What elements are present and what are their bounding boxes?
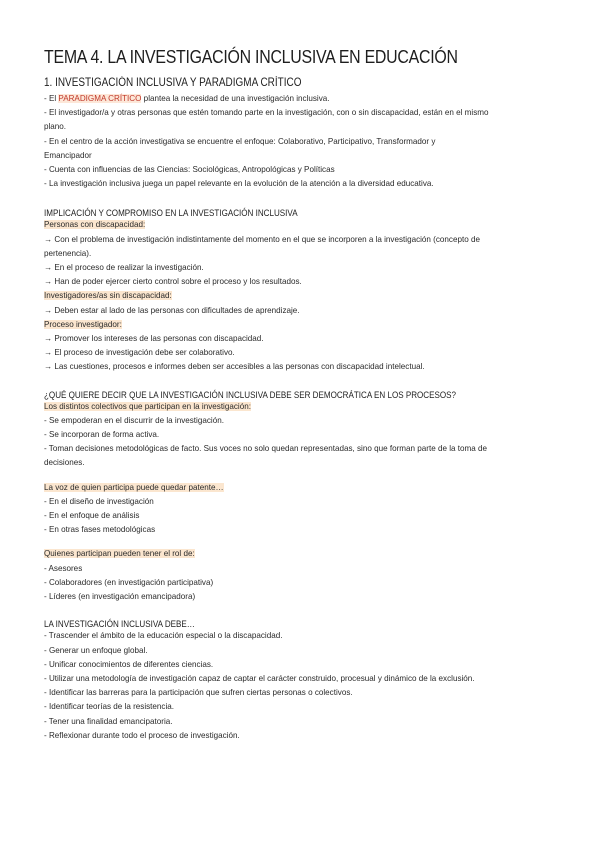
text-span: plantea la necesidad de una investigación inclusiva. — [141, 94, 330, 103]
list-item: - Trascender el ámbito de la educación especial o la discapacidad. — [44, 631, 283, 641]
list-item: - Generar un enfoque global. — [44, 645, 148, 655]
section-heading-implicacion: IMPLICACIÓN Y COMPROMISO EN LA INVESTIGACIÓN INCLUSIVA — [44, 207, 298, 219]
list-item: - Se empoderan en el discurrir de la investigación. — [44, 415, 224, 425]
list-item: pertenencia). — [44, 248, 92, 258]
page-title: TEMA 4. LA INVESTIGACIÓN INCLUSIVA EN EDUCACIÓN — [44, 46, 458, 67]
list-item: - Colaboradores (en investigación participativa) — [44, 577, 214, 587]
list-item: → Deben estar al lado de las personas con dificultades de aprendizaje. — [44, 305, 300, 315]
section-heading-democratica: ¿QUÉ QUIERE DECIR QUE LA INVESTIGACIÓN INCLUSIVA DEBE SER DEMOCRÁTICA EN LOS PROCESOS? — [44, 388, 457, 400]
list-item: - En el diseño de investigación — [44, 496, 154, 506]
list-item: - Toman decisiones metodológicas de facto. Sus voces no solo quedan representadas, sino que forman parte de la toma de — [44, 444, 488, 454]
paragraph-line — [44, 92, 564, 106]
list-item: → El proceso de investigación debe ser colaborativo. — [44, 348, 235, 358]
list-item: - En el enfoque de análisis — [44, 511, 140, 521]
list-item: - Identificar teorías de la resistencia. — [44, 702, 175, 712]
list-item: - Asesores — [44, 563, 83, 573]
document-page — [44, 46, 564, 743]
list-item: → Promover los intereses de las personas con discapacidad. — [44, 334, 264, 344]
list-item: decisiones. — [44, 458, 85, 468]
subheading-personas-discapacidad: Personas con discapacidad: — [44, 220, 146, 230]
paragraph-line: - En el centro de la acción investigativa se encuentre el enfoque: Colaborativo, Participativo, Transformador y — [44, 136, 436, 146]
list-item: → Las cuestiones, procesos e informes deben ser accesibles a las personas con discapacidad intelectual. — [44, 362, 425, 372]
list-item: - Líderes (en investigación emancipadora) — [44, 592, 196, 602]
section-heading-debe: LA INVESTIGACIÓN INCLUSIVA DEBE… — [44, 618, 195, 630]
subheading-voz: La voz de quien participa puede quedar patente… — [44, 482, 224, 492]
paragraph-line: - El investigador/a y otras personas que estén tomando parte en la investigación, con o sin discapacidad, están en el mismo — [44, 108, 489, 118]
list-item: → En el proceso de realizar la investigación. — [44, 263, 204, 273]
paragraph-line: plano. — [44, 122, 67, 132]
list-item: - Identificar las barreras para la participación que sufren ciertas personas o colectivos. — [44, 688, 353, 698]
highlight-paradigma: PARADIGMA CRÍTICO — [58, 94, 142, 103]
list-item: → Han de poder ejercer cierto control sobre el proceso y los resultados. — [44, 277, 302, 287]
list-item: - Se incorporan de forma activa. — [44, 430, 160, 440]
subheading-proceso-investigador: Proceso investigador: — [44, 319, 122, 329]
subheading-rol: Quienes participan pueden tener el rol de: — [44, 549, 195, 559]
list-item: - Unificar conocimientos de diferentes ciencias. — [44, 659, 214, 669]
subheading-investigadores: Investigadores/as sin discapacidad: — [44, 291, 172, 301]
list-item: → Con el problema de investigación indistintamente del momento en el que se incorporen a la investigación (concepto de — [44, 234, 480, 244]
subheading-colectivos: Los distintos colectivos que participan en la investigación: — [44, 401, 251, 411]
paragraph-line: - Cuenta con influencias de las Ciencias: Sociológicas, Antropológicas y Políticas — [44, 165, 335, 175]
paragraph-line: Emancipador — [44, 150, 92, 160]
paragraph-line: - La investigación inclusiva juega un papel relevante en la evolución de la atención a la diversidad educativa. — [44, 179, 434, 189]
list-item: - Reflexionar durante todo el proceso de investigación. — [44, 730, 240, 740]
list-item: - Tener una finalidad emancipatoria. — [44, 716, 173, 726]
list-item: - En otras fases metodológicas — [44, 525, 156, 535]
section-heading-investigacion-inclusiva: 1. INVESTIGACIÓN INCLUSIVA Y PARADIGMA CRÍTICO — [44, 76, 302, 89]
text-span: - El — [44, 94, 59, 103]
list-item: - Utilizar una metodología de investigación capaz de captar el carácter construido, procesual y dinámico de la exclusión. — [44, 673, 475, 683]
